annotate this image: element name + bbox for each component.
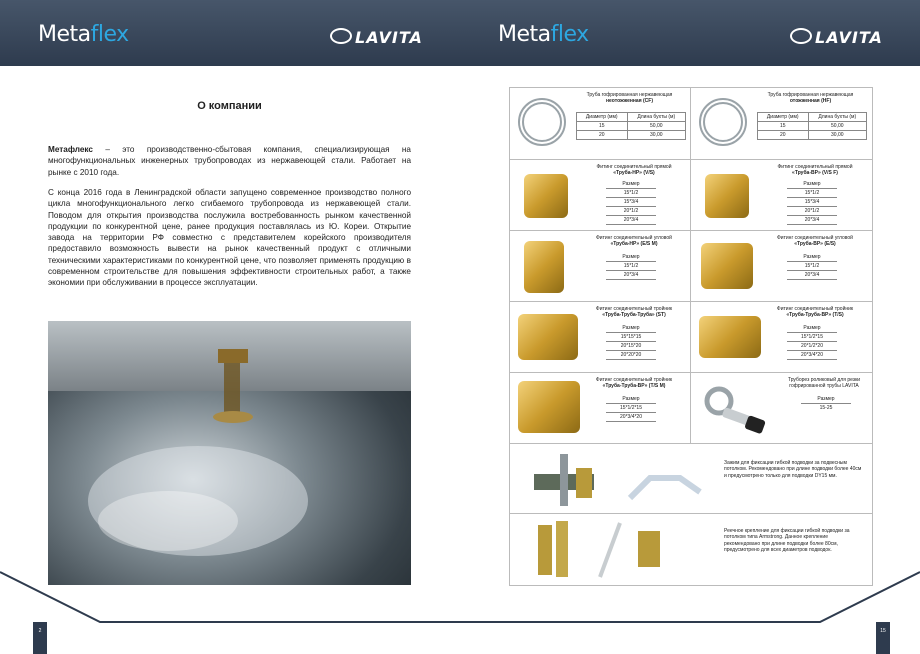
pipe-cutter-icon — [697, 379, 777, 439]
fitting-image — [524, 174, 568, 218]
metaflex-logo-right: Metaflex — [498, 22, 589, 47]
fitting-image — [705, 174, 749, 218]
page-title: О компании — [197, 100, 262, 112]
product-fitting-vsf: Фитинг соединительный прямой «Труба-ВР» (V/S F) Размер 15*1/2 15*3/4 20*1/2 20*3/4 — [691, 160, 872, 231]
product-ceiling-clamp: Зажим для фиксации гибкой подводки за подвесным потолком. Рекомендовано при длине подводки более 40см и предусмотрено только для подводки DY15 мм. — [510, 444, 872, 514]
rail-mount-icon — [520, 517, 720, 583]
fitting-image — [518, 381, 580, 433]
pipe-hf-table: Диаметр (мм) Длина бухты (м) 15 50,00 20 30,00 — [757, 112, 867, 140]
pipe-cf-table: Диаметр (мм) Длина бухты (м) 15 50,00 20 30,00 — [576, 112, 686, 140]
history-paragraph: С конца 2016 года в Ленинградской области запущено современное производство полного цикла многофункционального легко сгибаемого трубопровода из нержавеющей стали. Поводом для открытия производства послужила востребованность рынком качественной продукции по конкурентной цене, ранее продукция поставлялась из Ю. Кореи. Открытие завода на территории РФ совместно с представителем корейского производителя предоставило возможность вывести на рынок качественный продукт с отличными техническими характеристиками по конкурентной цене, что позволяет применять продукцию в современном строительстве для повышения эффективности строительных работ, а также экономии при обслуживании в процессе эксплуатации. — [48, 188, 411, 288]
lavita-swirl-icon — [330, 28, 352, 44]
product-pipe-cutter: Труборез роликовый для резки гофрированной трубы LAVITA Размер 15-25 — [691, 373, 872, 444]
fitting-image — [699, 316, 761, 358]
lavita-logo-left: LAVITA — [330, 28, 423, 47]
product-catalog-panel — [509, 87, 873, 586]
sprinkler-photo — [48, 321, 411, 585]
product-fitting-vs: Фитинг соединительный прямой «Труба-НР» (V/S) Размер 15*1/2 15*3/4 20*1/2 20*3/4 — [510, 160, 691, 231]
size-list: Размер 15*1/2 15*3/4 20*1/2 20*3/4 — [606, 180, 656, 225]
size-list: Размер 15*1/2 20*3/4 — [787, 253, 837, 280]
product-tee-st: Фитинг соединительный тройник «Труба-Труба-Труба» (ST) Размер 15*15*15 20*15*20 20*20*20 — [510, 302, 691, 373]
page-number-left: 2 — [33, 622, 47, 654]
intro-paragraph: Метафлекс – это производственно-сбытовая компания, специализирующая на многофункциональных инженерных трубопроводах из нержавеющей стали. Работает на рынке с 2010 года. — [48, 145, 411, 177]
product-fitting-esm: Фитинг соединительный угловой «Труба-НР» (E/S M) Размер 15*1/2 20*3/4 — [510, 231, 691, 302]
size-list: Размер 15*1/2 20*3/4 — [606, 253, 656, 280]
product-pipe-hf: Труба гофрированная нержавеющая отожженная (HF) Диаметр (мм) Длина бухты (м) 15 50,00 20 30,00 — [691, 88, 872, 160]
size-list: Размер 15*1/2*15 20*3/4*20 — [606, 395, 656, 422]
product-rail-mount: Реечное крепление для фиксации гибкой подводки за потолком типа Armstrong. Данное крепление рекомендовано при длине подводки более 80см, предусмотрено для всех диаметров подводок. — [510, 514, 872, 585]
size-list: Размер 15*1/2 15*3/4 20*1/2 20*3/4 — [787, 180, 837, 225]
page-number-right: 15 — [876, 622, 890, 654]
metaflex-logo-left: Metaflex — [38, 22, 129, 47]
lavita-swirl-icon — [790, 28, 812, 44]
product-tee-ts: Фитинг соединительный тройник «Труба-Труба-ВР» (T/S) Размер 15*1/2*15 20*1/2*20 20*3/4*20 — [691, 302, 872, 373]
ceiling-clamp-icon — [520, 448, 720, 512]
product-tee-tsm: Фитинг соединительный тройник «Труба-Труба-ВР» (T/S M) Размер 15*1/2*15 20*3/4*20 — [510, 373, 691, 444]
pipe-coil-image — [699, 98, 747, 146]
header-bar — [0, 0, 920, 66]
fitting-image — [701, 243, 753, 289]
fitting-image — [524, 241, 564, 293]
size-list: Размер 15*15*15 20*15*20 20*20*20 — [606, 324, 656, 360]
size-list: Размер 15-25 — [801, 395, 851, 412]
pipe-coil-image — [518, 98, 566, 146]
product-pipe-cf: Труба гофрированная нержавеющая неотожженная (CF) Диаметр (мм) Длина бухты (м) 15 50,00 20 30,00 — [510, 88, 691, 160]
fitting-image — [518, 314, 578, 360]
product-fitting-es: Фитинг соединительный угловой «Труба-ВР» (E/S) Размер 15*1/2 20*3/4 — [691, 231, 872, 302]
lavita-logo-right: LAVITA — [790, 28, 883, 47]
size-list: Размер 15*1/2*15 20*1/2*20 20*3/4*20 — [787, 324, 837, 360]
